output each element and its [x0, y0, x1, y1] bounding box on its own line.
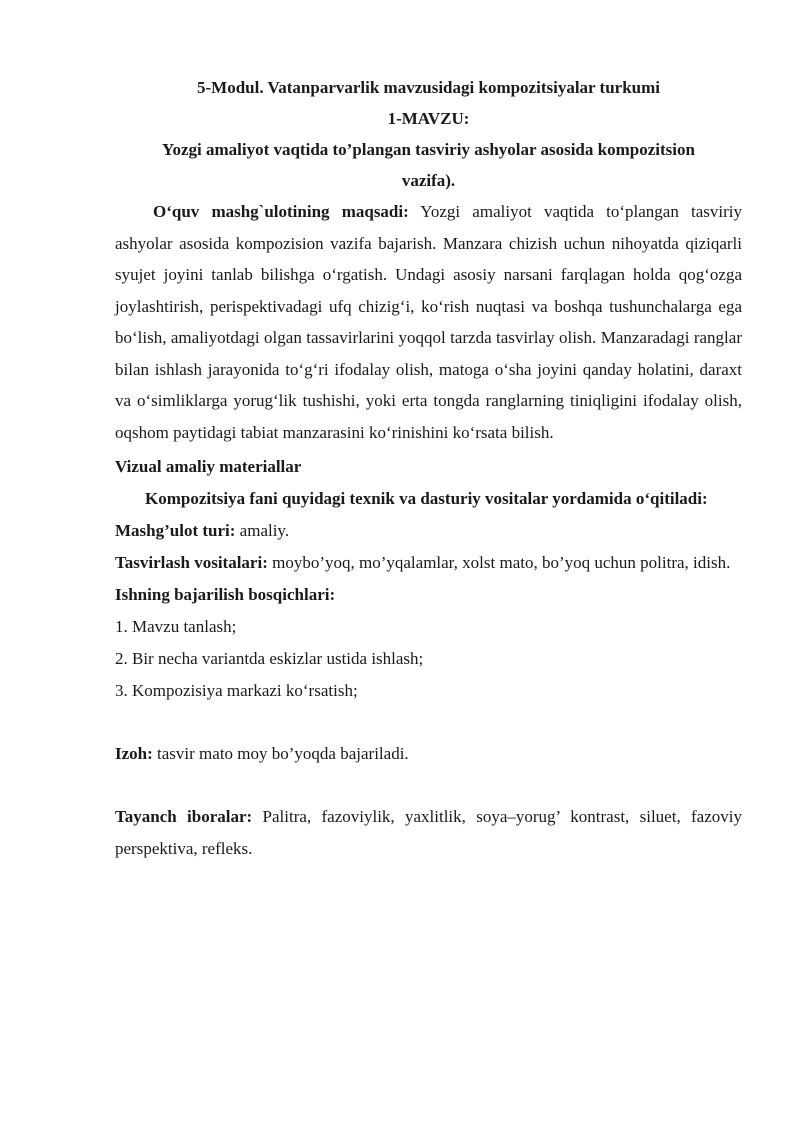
note-value: tasvir mato moy bo’yoqda bajariladi. — [152, 744, 409, 763]
keywords-value: Palitra, fazoviylik, yaxlitlik, soya–yorug’ kontrast, siluet, fazoviy perspektiva, refleks. — [115, 807, 742, 858]
tools — [115, 547, 742, 579]
goal-text: Yozgi amaliyot vaqtida to‘plangan tasviriy ashyolar asosida kompozision vazifa bajarish. Manzara chizish uchun nihoyatda qiziqarli syujet joyini tanlab bilishga o‘rgatish. Undagi asosiy narsani farqlagan holda qog‘ozga joylashtirish, perispektivadagi ufq chizig‘i, ko‘rish nuqtasi va boshqa tushunchalarga ega bo‘lish, amaliyotdagi olgan tassavirlarini yoqqol tarzda tasvirlay olish. Manzaradagi ranglar bilan ishlash jarayonida to‘g‘ri ifodalay olish, matoga o‘sha joyini qanday holatini, daraxt va o‘simliklarga yorug‘lik tushishi, yoki erta tongda ranglarning tiniqligini ifodalay olish, oqshom paytidagi tabiat manzarasini ko‘rinishini ko‘rsata bilish. — [115, 202, 742, 442]
topic-number: 1-MAVZU: — [387, 109, 470, 128]
visual-materials-heading: Vizual amaliy materiallar — [115, 457, 302, 476]
keywords-label: Tayanch iboralar: — [115, 807, 253, 826]
note — [115, 738, 742, 770]
topic-title-line1: Yozgi amaliyot vaqtida to’plangan tasviriy ashyolar asosida kompozitsion — [162, 140, 695, 159]
goal-label: O‘quv mashg`ulotining maqsadi: — [153, 202, 409, 221]
steps-heading: Ishning bajarilish bosqichlari: — [115, 585, 336, 604]
list-item: 3. Kompozisiya markazi ko‘rsatish; — [115, 681, 358, 700]
keywords — [115, 801, 742, 865]
tools-value: moybo’yoq, mo’yqalamlar, xolst mato, bo’yoq uchun politra, idish. — [267, 553, 731, 572]
topic-title-line2: vazifa). — [401, 171, 456, 190]
training-type — [115, 515, 742, 547]
visual-materials-subheading: Kompozitsiya fani quyidagi texnik va dasturiy vositalar yordamida o‘qitiladi: — [145, 489, 708, 508]
training-type-label: Mashg’ulot turi: — [115, 521, 236, 540]
goal-paragraph — [115, 196, 742, 448]
list-item: 1. Mavzu tanlash; — [115, 617, 237, 636]
module-title: 5-Modul. Vatanparvarlik mavzusidagi kompozitsiyalar turkumi — [197, 78, 660, 97]
tools-label: Tasvirlash vositalari: — [115, 553, 268, 572]
training-type-value: amaliy. — [235, 521, 290, 540]
note-label: Izoh: — [115, 744, 153, 763]
list-item: 2. Bir necha variantda eskizlar ustida ishlash; — [115, 649, 424, 668]
